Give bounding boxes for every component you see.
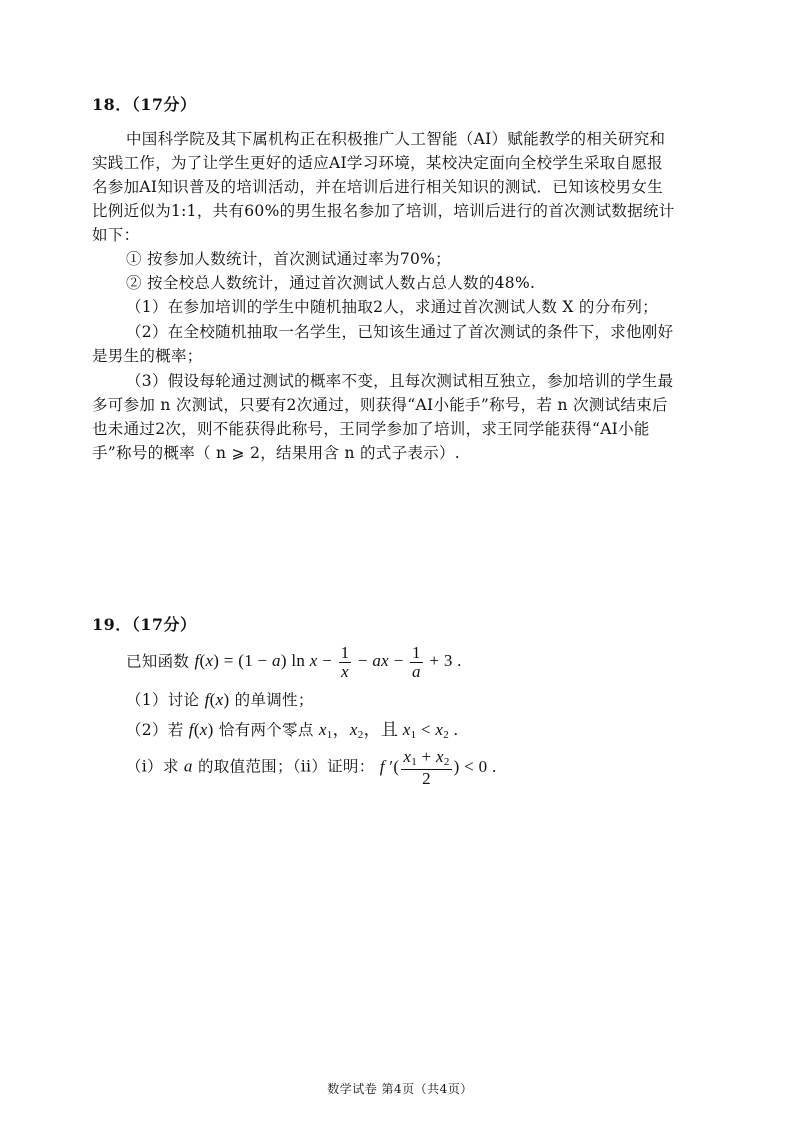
q19-line4-b: 的取值范围；（ii）证明： — [197, 757, 375, 776]
page-footer: 数学试卷 第4页（共4页） — [327, 1082, 473, 1096]
q19-line-2 — [126, 688, 314, 710]
q19-line2-a: （1）讨论 — [126, 691, 200, 709]
a-symbol: a — [183, 756, 193, 776]
q18-line-7: ② 按全校总人数统计，通过首次测试人数占总人数的48%. — [126, 274, 536, 292]
derivative-inequality: f ′( $\frac{x_1 + x_2}{2}$ ) < 0 . — [379, 747, 497, 788]
q19-line2-b: 的单调性； — [234, 691, 314, 709]
q18-line-8: （1）在参加培训的学生中随机抽取2人，求通过首次测试人数 X 的分布列； — [126, 298, 658, 316]
q18-line-11: （3）假设每轮通过测试的概率不变，且每次测试相互独立，参加培训的学生最 — [126, 372, 674, 390]
q18-line-12: 多可参加 n 次测试，只要有2次通过，则获得“AI小能手”称号，若 n 次测试结束后 — [92, 396, 668, 414]
q19-line3-a: （2）若 — [126, 721, 184, 739]
q19-line-4 — [126, 748, 497, 787]
q18-line-6: ① 按参加人数统计，首次测试通过率为70%； — [126, 250, 451, 268]
q19-line1-prefix: 已知函数 — [126, 652, 190, 671]
q18-line-9: （2）在全校随机抽取一名学生，已知该生通过了首次测试的条件下，求他刚好 — [126, 323, 674, 341]
question-19-heading: 19．（17分） — [92, 615, 197, 634]
zeros-expression: $x_1$，$x_2$，且 $x_1 < x_2$ . — [318, 720, 459, 741]
question-18-heading: 18．（17分） — [92, 95, 197, 114]
q19-line-3 — [126, 715, 458, 741]
q18-line-1: 中国科学院及其下属机构正在积极推广人工智能（AI）赋能教学的相关研究和 — [126, 130, 666, 148]
q19-line3-b: 恰有两个零点 — [218, 721, 314, 739]
fx-expression: f(x) — [188, 720, 214, 739]
q18-line-14: 手”称号的概率（ n ⩾ 2，结果用含 n 的式子表示）. — [92, 444, 461, 462]
q18-line-4: 比例近似为1:1，共有60%的男生报名参加了培训，培训后进行的首次测试数据统计 — [92, 202, 675, 220]
q18-line-3: 名参加AI知识普及的培训活动，并在培训后进行相关知识的测试．已知该校男女生 — [92, 178, 663, 196]
q18-line-10: 是男生的概率； — [92, 347, 203, 365]
q18-line-5: 如下： — [92, 226, 140, 244]
q18-line-2: 实践工作，为了让学生更好的适应AI学习环境，某校决定面向全校学生采取自愿报 — [92, 154, 663, 172]
q19-line-1 — [126, 644, 462, 681]
fx-expression: f(x) — [204, 690, 230, 709]
function-definition: f(x) = (1 − a) ln x − $\frac{1}{x}$ − ax − $\frac{1}{a}$ + 3 . — [194, 643, 462, 681]
q19-line4-a: （i）求 — [126, 757, 179, 776]
q18-line-13: 也未通过2次，则不能获得此称号，王同学参加了培训，求王同学能获得“AI小能 — [92, 420, 650, 438]
